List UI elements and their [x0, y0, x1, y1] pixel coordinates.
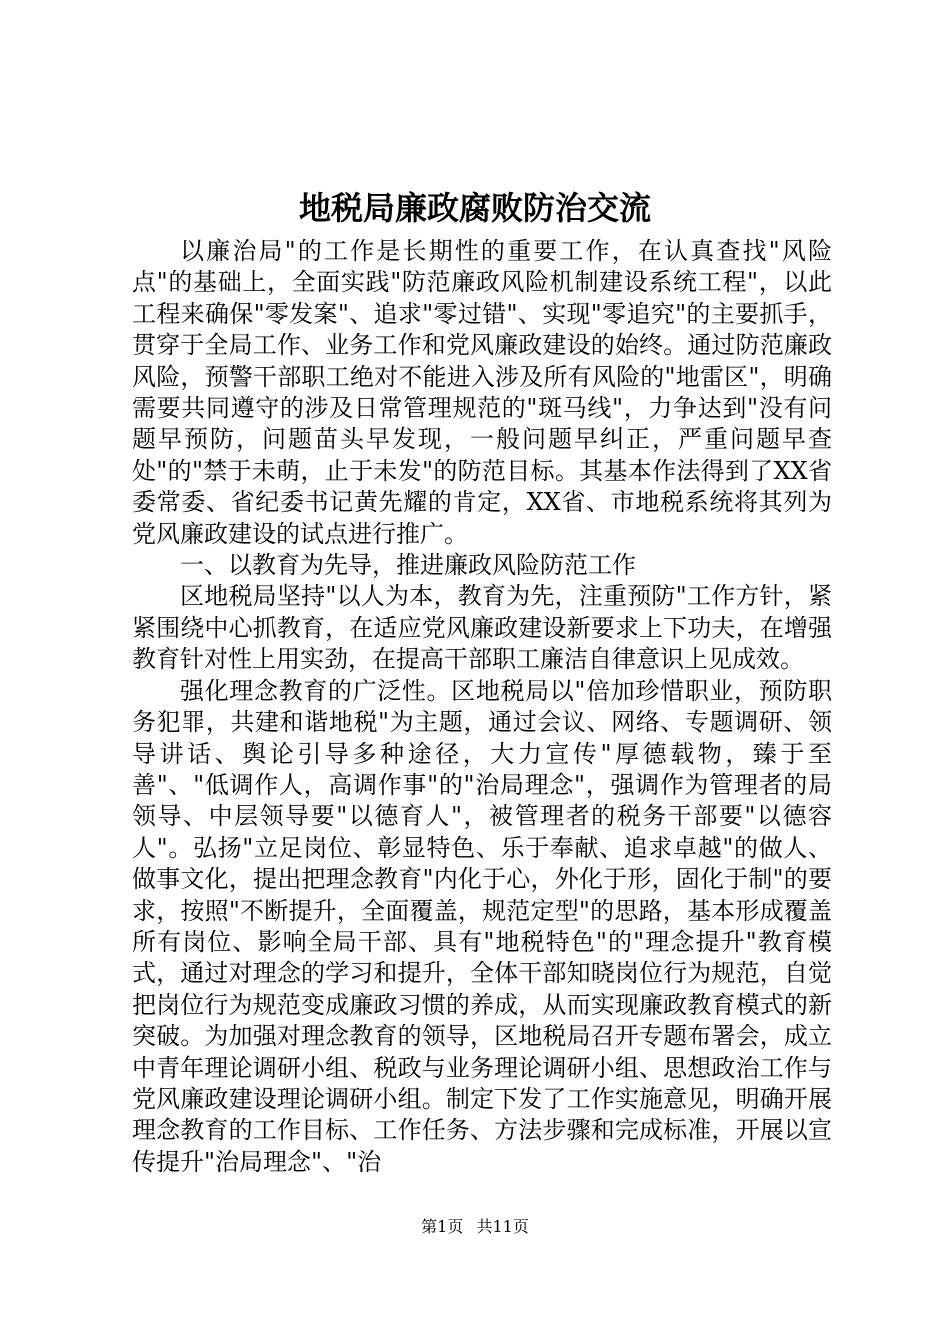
paragraph-intro: 以廉治局"的工作是长期性的重要工作，在认真查找"风险点"的基础上，全面实践"防范廉政风险机制建设系统工程"，以此工程来确保"零发案"、追求"零过错"、实现"零追究"的主要抓手，贯穿于全局工作、业务工作和党风廉政建设的始终。通过防范廉政风险，预警干部职工绝对不能进入涉及所有风险的"地雷区"，明确需要共同遵守的涉及日常管理规范的"斑马线"，力争达到"没有问题早预防，问题苗头早发现，一般问题早纠正，严重问题早查处"的"禁于未萌，止于未发"的防范目标。其基本作法得到了XX省委常委、省纪委书记黄先耀的肯定，XX省、市地税系统将其列为党风廉政建设的试点进行推广。 [132, 237, 832, 548]
page-footer [0, 1216, 950, 1238]
document-body [132, 236, 832, 1178]
page-total: 共11页 [476, 1217, 529, 1236]
paragraph-concept-education: 强化理念教育的广泛性。区地税局以"倍加珍惜职业，预防职务犯罪，共建和谐地税"为主题，通过会议、网络、专题调研、领导讲话、舆论引导多种途径，大力宣传"厚德载物，臻于至善"、"低调作人，高调作事"的"治局理念"，强调作为管理者的局领导、中层领导要"以德育人"，被管理者的税务干部要"以德容人"。弘扬"立足岗位、彰显特色、乐于奉献、追求卓越"的做人、做事文化，提出把理念教育"内化于心，外化于形，固化于制"的要求，按照"不断提升，全面覆盖，规范定型"的思路，基本形成覆盖所有岗位、影响全局干部、具有"地税特色"的"理念提升"教育模式，通过对理念的学习和提升，全体干部知晓岗位行为规范，自觉把岗位行为规范变成廉政习惯的养成，从而实现廉政教育模式的新突破。为加强对理念教育的领导，区地税局召开专题布署会，成立中青年理论调研小组、税政与业务理论调研小组、思想政治工作与党风廉政建设理论调研小组。制定下发了工作实施意见，明确开展理念教育的工作目标、工作任务、方法步骤和完成标准，开展以宣传提升"治局理念"、"治 [132, 676, 832, 1176]
paragraph-education-principle: 区地税局坚持"以人为本，教育为先，注重预防"工作方针，紧紧围绕中心抓教育，在适应党风廉政建设新要求上下功夫，在增强教育针对性上用实劲，在提高干部职工廉洁自律意识上见成效。 [132, 582, 832, 674]
document-title: 地税局廉政腐败防治交流 [298, 189, 651, 227]
page-number: 第1页 [421, 1217, 464, 1236]
section-heading: 一、以教育为先导，推进廉政风险防范工作 [180, 551, 636, 580]
